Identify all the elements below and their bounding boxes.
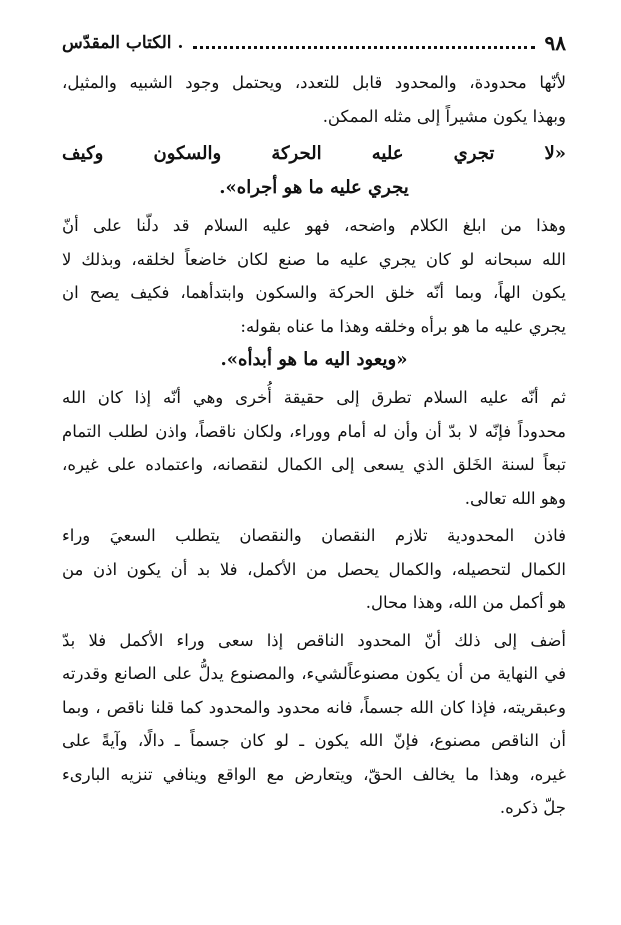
- text-line: أضف إلى ذلك أنّ المحدود الناقص إذا سعى وراء الأكمل فلا بدّ: [62, 630, 566, 650]
- quote-block: [62, 137, 566, 205]
- text-line: الكمال لتحصيله، والكمال يحصل من الأكمل، فلا بد أن يكون اذن من: [62, 559, 566, 579]
- quote-line: يجري عليه ما هو أجراه».: [219, 177, 409, 198]
- quote-line: «لا تجري عليه الحركة والسكون وكيف: [62, 143, 566, 164]
- quote-block: [62, 343, 566, 377]
- text-line: وبهذا يكون مشيراً إلى مثله الممكن.: [322, 106, 566, 126]
- running-title: . الكتاب المقدّس: [62, 33, 184, 53]
- text-line: الله سبحانه لو كان يجري عليه ما صنع لكان خاضعاً لخلقه، وبذلك لا: [62, 249, 566, 269]
- book-page: [62, 26, 566, 825]
- quote-line: «ويعود اليه ما هو أبدأه».: [220, 349, 408, 370]
- text-line: ثم أنّه عليه السلام تطرق إلى حقيقة أُخرى وهي أنّه إذا كان الله: [62, 388, 566, 407]
- text-line: وهذا من ابلغ الكلام واضحه، فهو عليه السلام قد دلّنا على أنّ: [62, 216, 566, 235]
- text-line: أن الناقص مصنوع، فإنّ الله يكون ـ لو كان جسماً ـ دالًا، وآيةً على: [62, 731, 566, 750]
- paragraph: [62, 624, 566, 825]
- text-line: وعبقريته، فإذا كان الله جسماً، فانه محدود والمحدود كما قلنا ناقص ، وبما: [62, 697, 566, 717]
- text-line: غيره، وهذا ما يخالف الحقّ، ويتعارض مع الواقع وينافي تنزيه البارىء: [62, 764, 566, 784]
- text-line: لأنّها محدودة، والمحدود قابل للتعدد، ويحتمل وجود الشبيه والمثيل،: [62, 73, 566, 92]
- text-line: وهو الله تعالى.: [464, 488, 566, 508]
- text-line: يجري عليه ما هو برأه وخلقه وهذا ما عناه بقوله:: [240, 316, 566, 336]
- header-dotted-leader: [193, 46, 534, 49]
- text-line: يكون الهاً، وبما أنّه خلق الحركة والسكون وابتدأهما، فكيف يصح ان: [62, 283, 566, 302]
- paragraph: [62, 519, 566, 620]
- text-line: جلّ ذكره.: [499, 798, 566, 817]
- text-line: تبعاً لسنة الخَلق الذي يسعى إلى الكمال لنقصانه، واعتماده على غيره،: [62, 455, 566, 474]
- paragraph: [62, 66, 566, 133]
- text-line: فاذن المحدودية تلازم النقصان والنقصان يتطلب السعيَ وراء: [62, 526, 566, 545]
- paragraph: [62, 209, 566, 343]
- text-line: هو أكمل من الله، وهذا محال.: [365, 593, 566, 612]
- text-line: في النهاية من أن يكون مصنوعاًلشيء، والمصنوع يدلُّ على الصانع وقدرته: [62, 664, 566, 683]
- text-line: محدوداً فإنّه لا بدّ أن وأن له أمام ووراء، ولكان ناقصاً، واذن لطلب التمام: [62, 421, 566, 441]
- paragraph: [62, 381, 566, 515]
- page-number: ٩٨: [544, 31, 566, 55]
- page-header: [62, 26, 566, 60]
